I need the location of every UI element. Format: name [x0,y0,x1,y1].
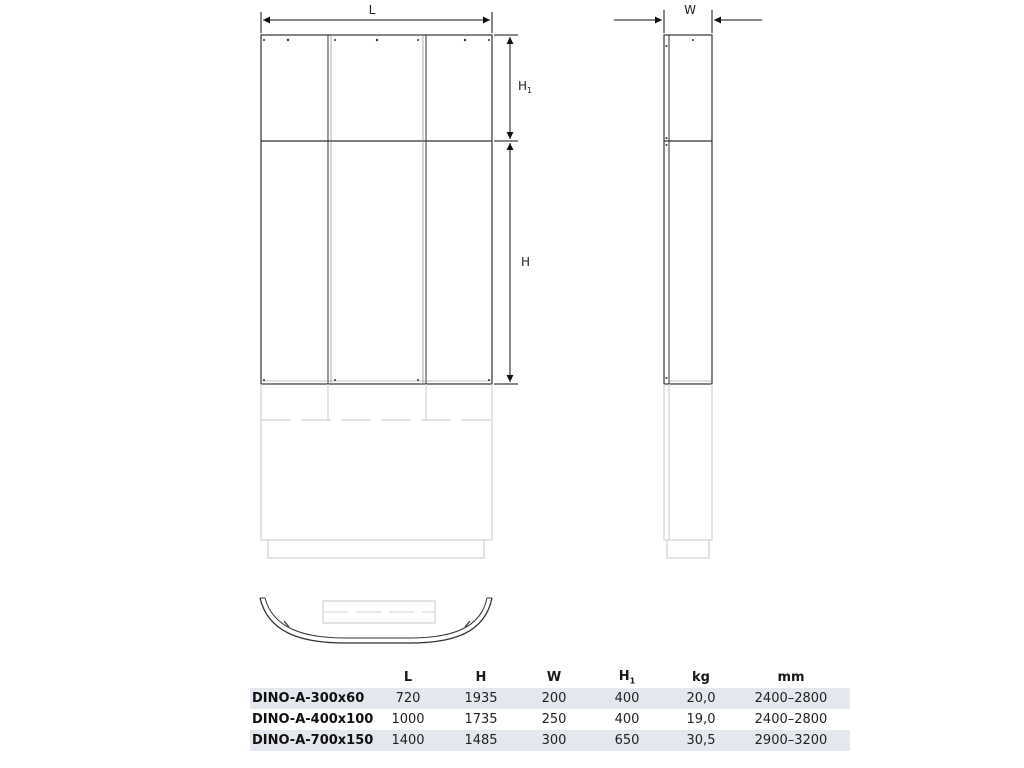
header-W: W [546,669,562,685]
cell-model: DINO-A-300x60 [250,688,378,709]
dim-label-H: H [521,255,531,269]
cell-model: DINO-A-700x150 [250,730,378,751]
side-ghost-base [664,384,712,558]
table-row [250,709,850,730]
cell-mm: 2400–2800 [754,712,828,727]
front-dimensions [261,12,518,384]
table-row [250,730,850,751]
cell-kg: 19,0 [686,712,716,727]
cell-L: 1400 [378,730,438,751]
cell-W: 300 [524,730,584,751]
side-cabinet-outline [664,35,712,384]
cell-mm: 2400–2800 [732,688,850,709]
header-model [250,666,378,688]
dim-label-W: W [684,3,696,17]
cell-H: 1485 [438,730,524,751]
header-H1: $H_1$ [618,668,636,686]
cell-kg: 20,0 [670,688,732,709]
front-screw-dots [263,39,490,381]
cell-L: 720 [378,688,438,709]
cell-H1: 400 [584,688,670,709]
cell-mm: 2900–3200 [732,730,850,751]
front-view [261,35,492,558]
dim-label-H1: $H_1$ [518,79,533,95]
cell-W: 200 [524,688,584,709]
cell-L: 1000 [391,712,425,727]
header-H: H [475,669,487,685]
header-L: L [403,669,413,685]
header-kg: kg [692,669,710,685]
cell-model: DINO-A-400x100 [252,712,374,727]
cell-H1: 650 [584,730,670,751]
cell-H: 1735 [464,712,498,727]
top-view-inner-curve [265,598,487,638]
side-view [664,35,712,558]
cell-H1: 400 [614,712,640,727]
front-ghost-base [261,384,492,558]
cell-kg: 30,5 [670,730,732,751]
dim-label-L: L [368,3,376,17]
cell-W: 250 [541,712,567,727]
front-cabinet-outline [261,35,492,384]
spec-table [250,666,850,751]
top-view [260,598,492,643]
spec-table-header [250,666,850,688]
header-mm: mm [777,669,805,685]
cell-H: 1935 [438,688,524,709]
table-row [250,688,850,709]
top-view-outer-curve [260,598,492,643]
